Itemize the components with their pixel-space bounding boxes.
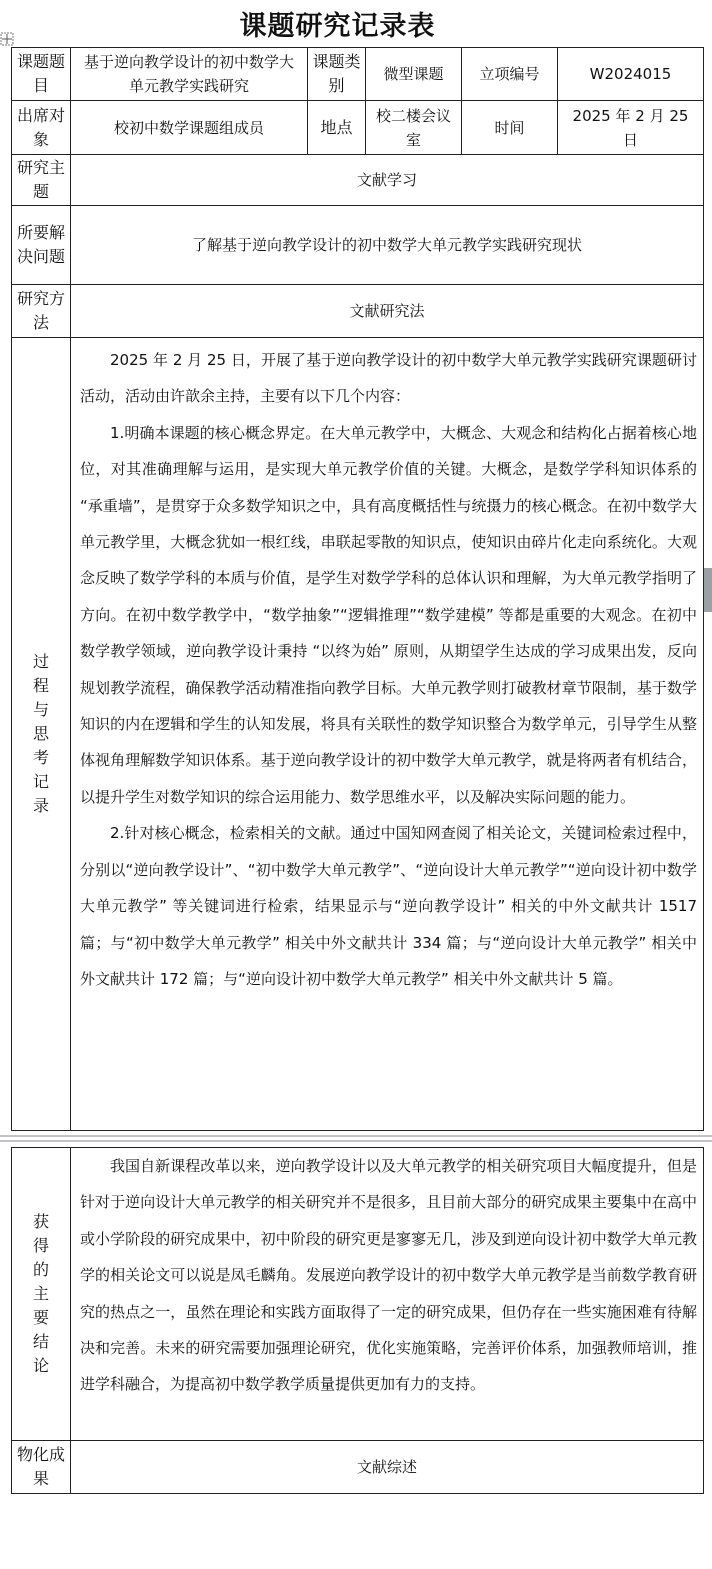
- conclusion-content: [71, 1148, 704, 1441]
- time-value: 2025 年 2 月 25 日: [558, 101, 704, 155]
- process-paragraph: 1.明确本课题的核心概念界定。在大单元教学中，大概念、大观念和结构化占据着核心地位，对其准确理解与运用，是实现大单元教学价值的关键。大概念，是数学学科知识体系的 “承重墙”，是贯穿于众多数学知识之中，具有高度概括性与统摄力的核心概念。在初中数学大单元教学里，大概念犹如一根红线，串联起零散的知识点，使知识由碎片化走向系统化。大观念反映了数学学科的本质与价值，是学生对数学学科的总体认识和理解，为大单元教学指明了方向。在初中数学教学中，“数学抽象”“逻辑推理”“数学建模” 等都是重要的大观念。在初中数学教学领域，逆向教学设计秉持 “以终为始” 原则，从期望学生达成的学习成果出发，反向规划教学流程，确保教学活动精准指向教学目标。大单元教学则打破教材章节限制，基于数学知识的内在逻辑和学生的认知发展，将具有关联性的数学知识整合为数学单元，引导学生从整体视角理解数学知识体系。基于逆向教学设计的初中数学大单元教学，就是将两者有机结合，以提升学生对数学知识的综合运用能力、数学思维水平，以及解决实际问题的能力。: [80, 423, 697, 806]
- process-content: [71, 338, 704, 1131]
- category-value: 微型课题: [366, 48, 462, 101]
- table-row: [12, 155, 704, 206]
- topic-label: 课题题目: [12, 48, 71, 101]
- problem-label: 所要解决问题: [12, 206, 71, 285]
- table-row: [12, 285, 704, 338]
- record-table-top: [11, 47, 704, 1131]
- table-row: [12, 1148, 704, 1441]
- location-label: 地点: [308, 101, 366, 155]
- outcome-label: 物化成果: [12, 1441, 71, 1494]
- time-label: 时间: [462, 101, 558, 155]
- outcome-value: 文献综述: [71, 1441, 704, 1494]
- table-row: [12, 338, 704, 1131]
- topic-value: 基于逆向教学设计的初中数学大单元教学实践研究: [71, 48, 308, 101]
- table-move-handle-icon[interactable]: [0, 32, 14, 46]
- table-row: [12, 1441, 704, 1494]
- method-label: 研究方法: [12, 285, 71, 338]
- theme-label: 研究主题: [12, 155, 71, 206]
- process-paragraph: 2025 年 2 月 25 日，开展了基于逆向教学设计的初中数学大单元教学实践研究课题研讨活动，活动由许歆余主持，主要有以下几个内容：: [80, 351, 697, 406]
- table-row: [12, 101, 704, 155]
- table-row: [12, 48, 704, 101]
- record-table-bottom: [11, 1147, 704, 1494]
- theme-value: 文献学习: [71, 155, 704, 206]
- process-paragraph: 2.针对核心概念，检索相关的文献。通过中国知网查阅了相关论文，关键词检索过程中，分别以“逆向教学设计”、“初中数学大单元教学”、“逆向设计大单元教学”“逆向设计初中数学大单元教学” 等关键词进行检索，结果显示与“逆向教学设计” 相关的中外文献共计 1517 篇；与“初中数学大单元教学” 相关中外文献共计 334 篇；与“逆向设计大单元教学” 相关中外文献共计 172 篇；与“逆向设计初中数学大单元教学” 相关中外文献共计 5 篇。: [80, 824, 697, 988]
- conclusion-label: 获 得 的 主 要 结 论: [12, 1148, 71, 1441]
- project-no-label: 立项编号: [462, 48, 558, 101]
- attendees-value: 校初中数学课题组成员: [71, 101, 308, 155]
- process-label: 过 程 与 思 考 记 录: [12, 338, 71, 1131]
- table-row: [12, 206, 704, 285]
- project-no-value: W2024015: [558, 48, 704, 101]
- problem-value: 了解基于逆向教学设计的初中数学大单元教学实践研究现状: [71, 206, 704, 285]
- document-title: 课题研究记录表: [239, 11, 436, 42]
- method-value: 文献研究法: [71, 285, 704, 338]
- location-value: 校二楼会议室: [366, 101, 462, 155]
- scroll-marker: [704, 568, 712, 612]
- page-break-divider: [0, 1133, 712, 1144]
- conclusion-paragraph: 我国自新课程改革以来，逆向教学设计以及大单元教学的相关研究项目大幅度提升，但是针对于逆向设计大单元教学的相关研究并不是很多，且目前大部分的研究成果主要集中在高中或小学阶段的研究成果中，初中阶段的研究更是寥寥无几，涉及到逆向设计初中数学大单元教学的相关论文可以说是凤毛麟角。发展逆向教学设计的初中数学大单元教学是当前数学教育研究的热点之一，虽然在理论和实践方面取得了一定的研究成果，但仍存在一些实施困难有待解决和完善。未来的研究需要加强理论研究，优化实施策略，完善评价体系，加强教师培训，推进学科融合，为提高初中数学教学质量提供更加有力的支持。: [80, 1157, 697, 1394]
- attendees-label: 出席对象: [12, 101, 71, 155]
- category-label: 课题类别: [308, 48, 366, 101]
